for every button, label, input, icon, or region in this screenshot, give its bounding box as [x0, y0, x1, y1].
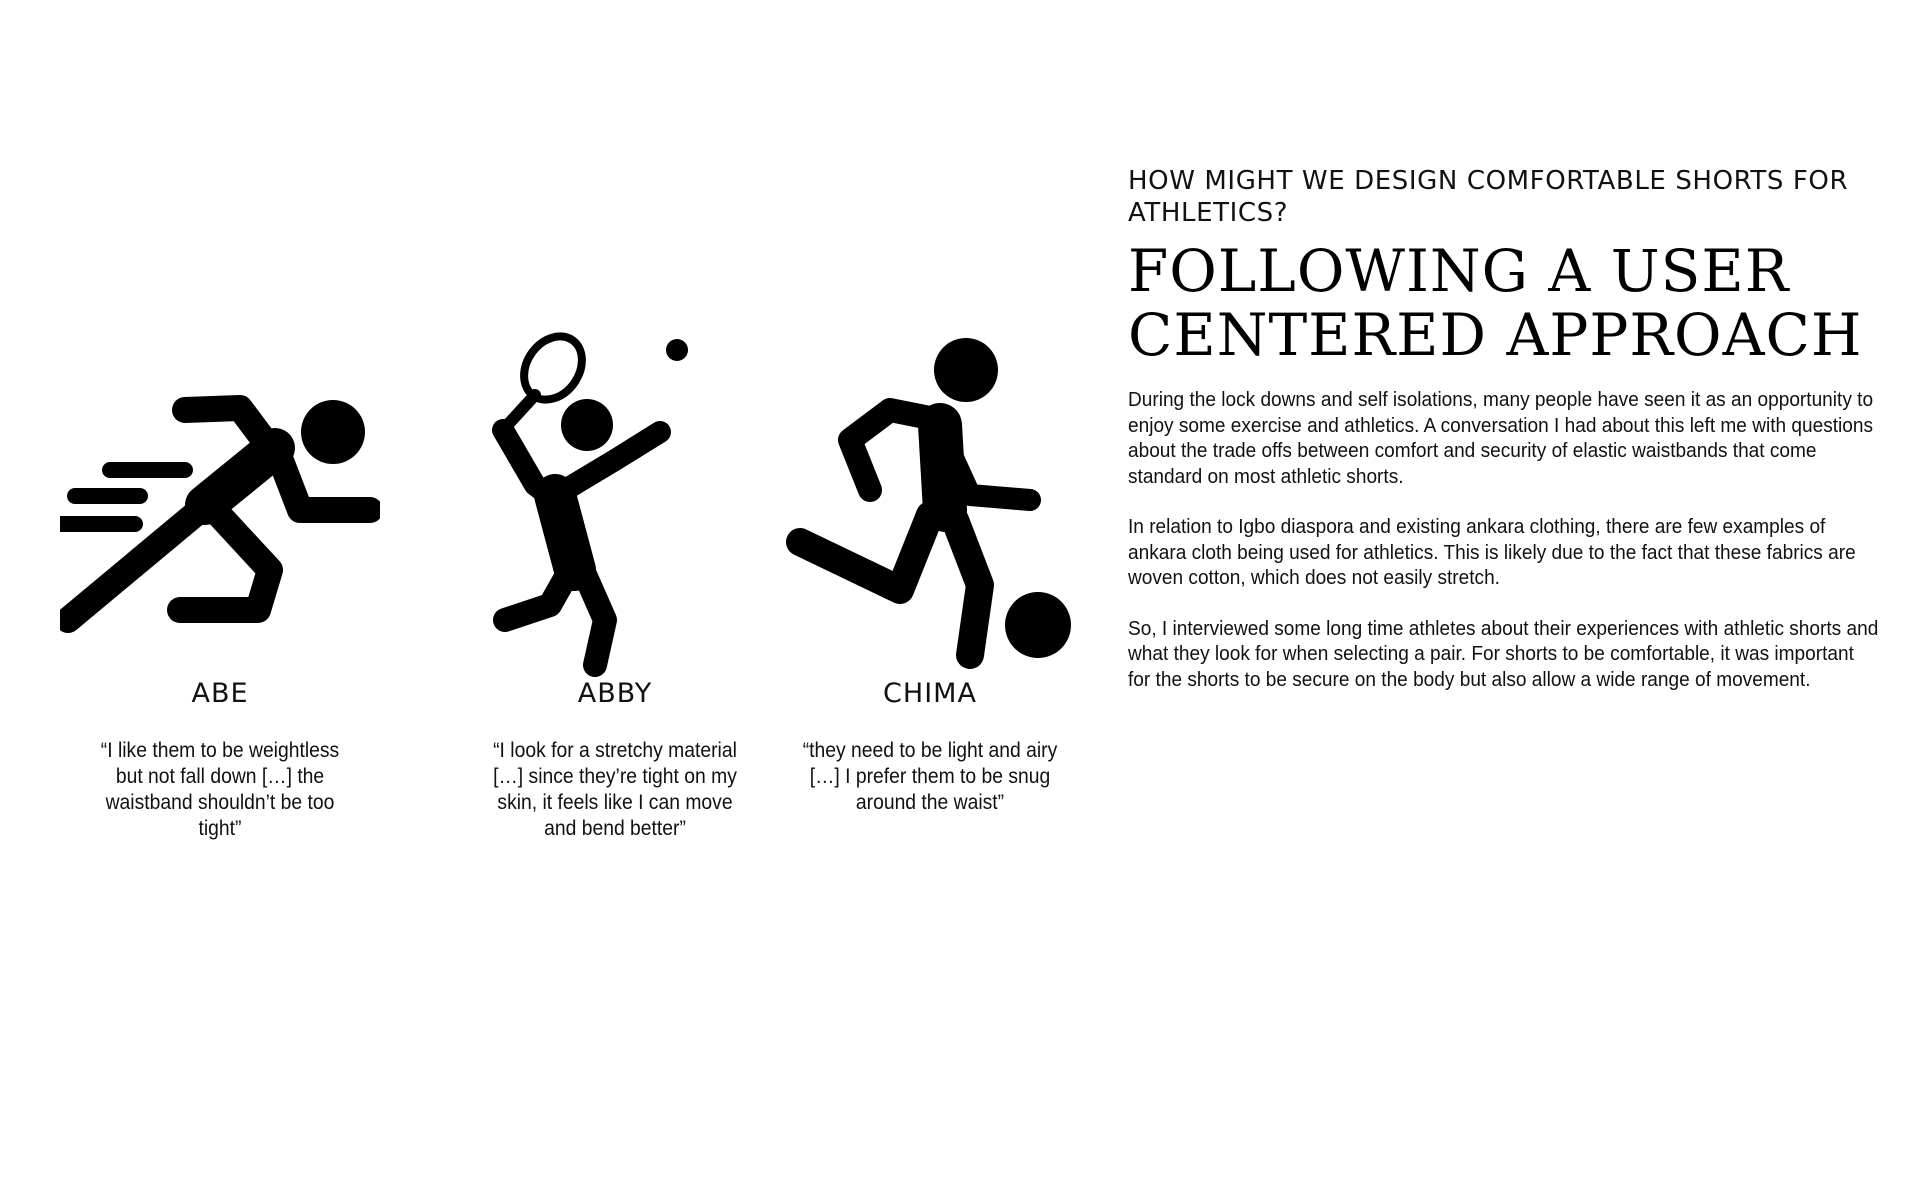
content-column	[1128, 165, 1888, 717]
page-title: FOLLOWING A USER CENTERED APPROACH	[1128, 237, 1863, 369]
tennis-player-icon	[455, 320, 775, 680]
body-paragraph-3: So, I interviewed some long time athletes about their experiences with athletic shorts and what they look for when selecting a pair. For shorts to be comfortable, it was important for the shorts to be secure on the body but also allow a wide range of movement.	[1128, 616, 1879, 691]
persona-quote: “I look for a stretchy material […] since they’re tight on my skin, it feels like I can move and bend better”	[493, 739, 737, 840]
persona-name: ABBY	[577, 678, 653, 709]
persona-name: CHIMA	[883, 678, 977, 709]
soccer-player-icon	[770, 320, 1090, 680]
design-question: HOW MIGHT WE DESIGN COMFORTABLE SHORTS FOR ATHLETICS?	[1128, 166, 1849, 228]
sprinter-icon	[60, 320, 380, 680]
persona-quote: “they need to be light and airy […] I prefer them to be snug around the waist”	[802, 739, 1058, 814]
body-paragraph-2: In relation to Igbo diaspora and existing ankara clothing, there are few examples of ankara cloth being used for athletics. This is likely due to the fact that these fabrics are woven cotton, which does not easily stretch.	[1128, 515, 1856, 589]
persona-quote: “I like them to be weightless but not fall down […] the waistband shouldn’t be too tight”	[100, 739, 340, 840]
persona-name: ABE	[191, 678, 249, 709]
body-paragraph-1: During the lock downs and self isolations, many people have seen it as an opportunity to enjoy some exercise and athletics. A conversation I had about this left me with questions about the trade offs between comfort and security of elastic waistbands that come standard on most athletic shorts.	[1128, 388, 1874, 488]
